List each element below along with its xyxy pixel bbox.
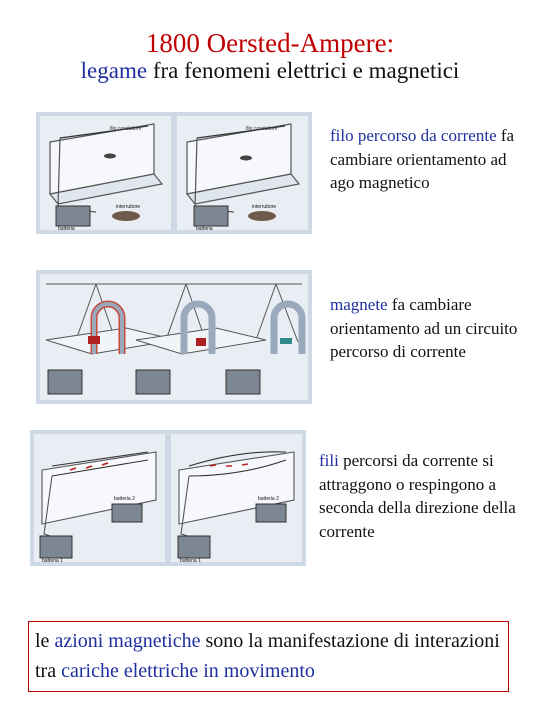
label-batteria: batteria — [58, 226, 75, 232]
page-subtitle — [0, 57, 540, 85]
conclusion-box — [28, 621, 509, 692]
oersted-experiment-figure — [36, 112, 312, 234]
label-filo-conduttore-2: filo conduttore — [246, 126, 278, 132]
label-interruttore: interruttore — [116, 204, 141, 210]
section-3-rest: percorsi da corrente si attraggono o respingono a seconda della direzione della corrente — [319, 451, 516, 541]
subtitle-rest: fra fenomeni elettrici e magnetici — [147, 58, 460, 83]
magnet-circuit-figure — [36, 270, 312, 404]
page-title: 1800 Oersted-Ampere: — [145, 28, 395, 58]
subtitle-highlight: legame — [80, 58, 148, 83]
conclusion-part1: le — [35, 630, 55, 652]
section-1-rest: fa cambiare orientamento ad ago magnetico — [330, 126, 515, 192]
conclusion-part2: sono la manifestazione di interazioni tra — [35, 630, 500, 682]
label-batteria-2: batteria — [196, 226, 213, 232]
section-2-highlight: magnete — [330, 295, 388, 314]
conclusion-highlight-1: azioni magnetiche — [54, 630, 201, 652]
label-batteria-2b: batteria 2 — [258, 496, 279, 502]
label-interruttore-2: interruttore — [252, 204, 277, 210]
label-batteria-1a: batteria 1 — [42, 558, 63, 564]
section-3-text — [319, 449, 533, 543]
parallel-wires-figure — [30, 430, 306, 566]
section-2-text — [330, 293, 530, 364]
label-batteria-1b: batteria 1 — [180, 558, 201, 564]
label-filo-conduttore: filo conduttore — [110, 126, 142, 132]
conclusion-highlight-2: cariche elettriche in movimento — [61, 660, 315, 682]
label-batteria-2a: batteria 2 — [114, 496, 135, 502]
section-1-highlight: filo percorso da corrente — [330, 126, 497, 145]
section-2-rest: fa cambiare orientamento ad un circuito percorso di corrente — [330, 295, 518, 361]
section-1-text — [330, 124, 530, 195]
section-3-highlight: fili — [319, 451, 339, 470]
